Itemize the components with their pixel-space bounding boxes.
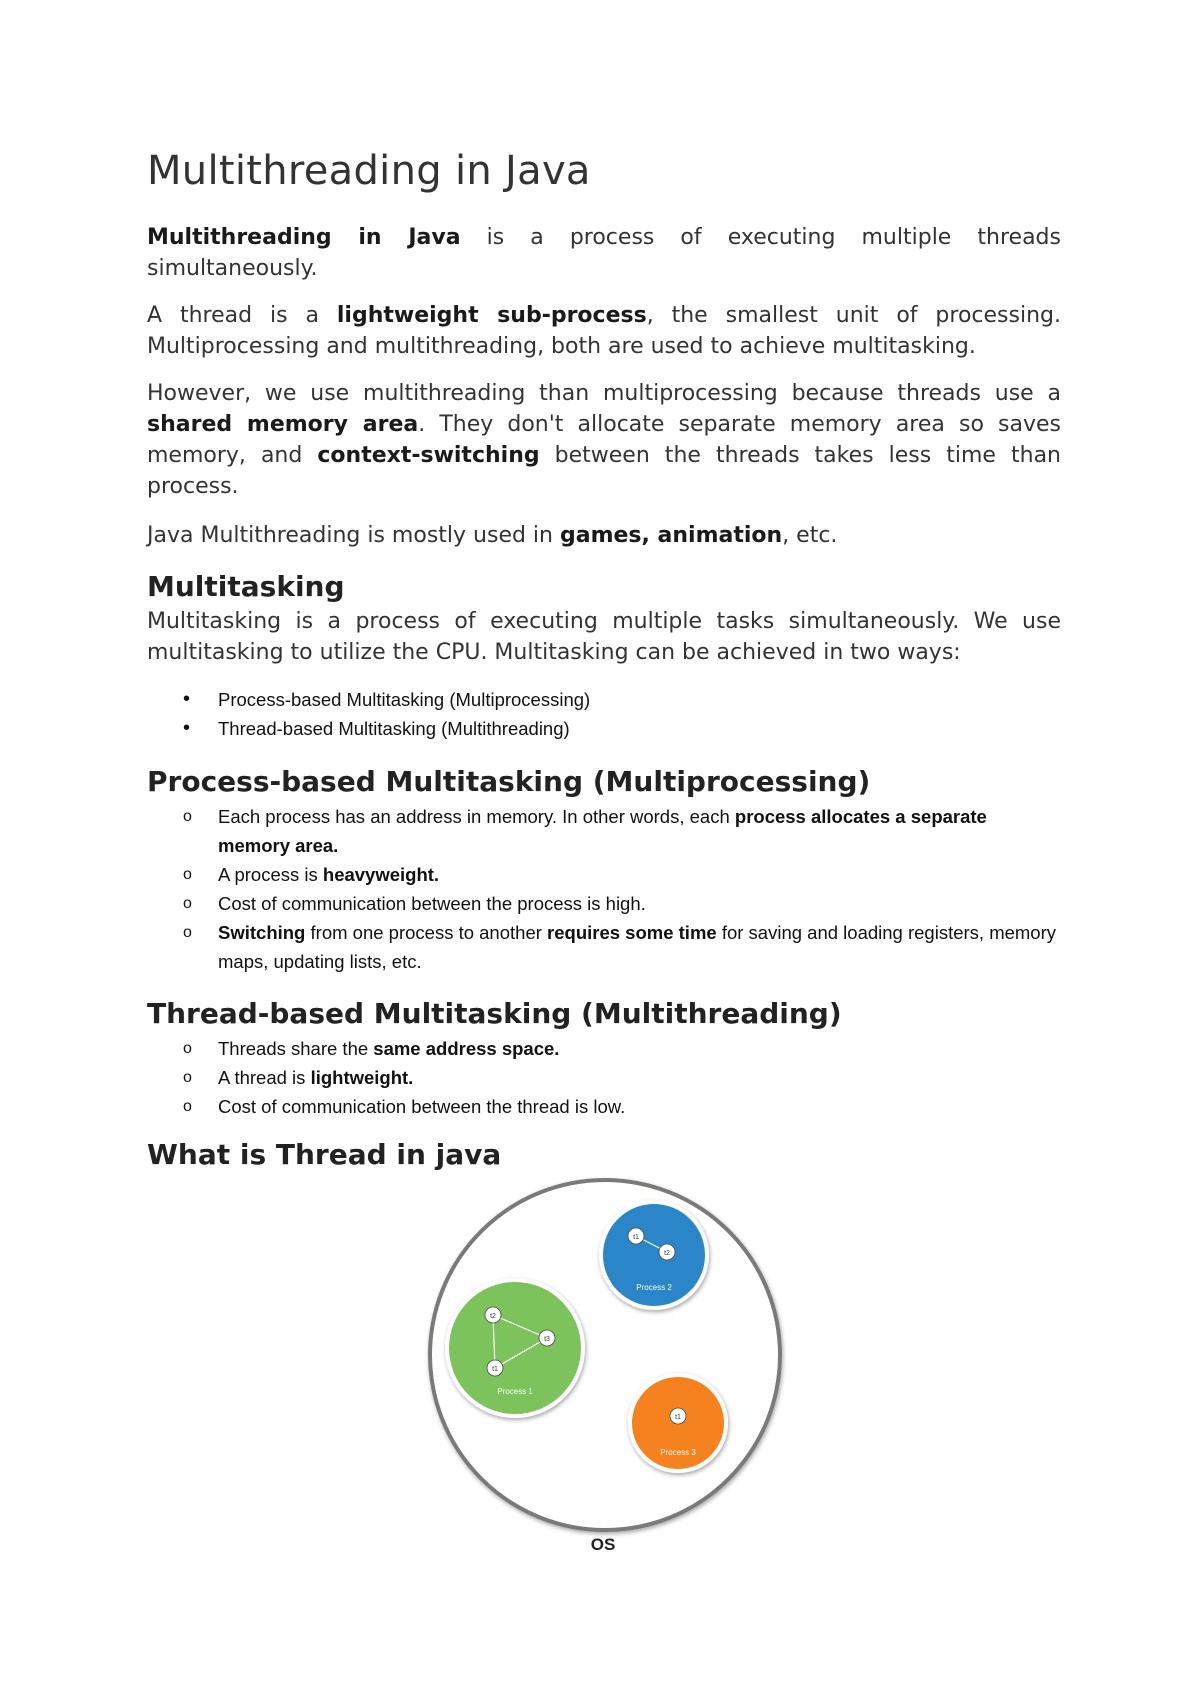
multitasking-heading: Multitasking — [147, 570, 345, 603]
circle-marker: o — [183, 1040, 192, 1057]
process-3 — [628, 1373, 728, 1473]
thread-label: t1 — [633, 1234, 639, 1241]
bold-text: lightweight. — [310, 1067, 414, 1088]
intro-paragraph-4 — [147, 520, 1061, 551]
text: , etc. — [782, 523, 838, 548]
intro-paragraph-3 — [147, 378, 1061, 502]
thread-label: t2 — [490, 1313, 496, 1320]
thread-label: t1 — [675, 1414, 681, 1421]
bold-text: same address space. — [373, 1038, 560, 1059]
bold-text: requires some time — [547, 922, 717, 943]
bold-text: shared memory area — [147, 412, 419, 437]
thread-label: t2 — [664, 1250, 670, 1257]
text: Threads share the — [218, 1038, 374, 1059]
process-label: Process 1 — [497, 1387, 533, 1396]
process-1 — [445, 1278, 585, 1418]
text: for saving and loading registers, memory maps, updating lists, etc. — [218, 922, 1057, 972]
thread-label: t1 — [492, 1366, 498, 1373]
list-item — [147, 1092, 1061, 1121]
list-item — [147, 802, 1061, 860]
text: However, we use multithreading than multiprocessing because threads use a — [147, 381, 1061, 406]
circle-marker: o — [183, 1069, 192, 1086]
list-item-text: Process-based Multitasking (Multiprocessing) — [218, 689, 591, 710]
text: . They don't allocate separate memory area so saves memory, and — [147, 412, 1061, 468]
bold-text: heavyweight. — [322, 864, 440, 885]
circle-marker: o — [183, 1098, 192, 1115]
circle-marker: o — [183, 866, 192, 883]
text: Each process has an address in memory. In other words, each — [218, 806, 735, 827]
intro-paragraph-1 — [147, 222, 1061, 284]
thread-label: t3 — [544, 1336, 550, 1343]
process-based-heading: Process-based Multitasking (Multiprocessing) — [147, 765, 871, 798]
text: A process is — [218, 864, 323, 885]
process-label: Process 2 — [636, 1283, 672, 1292]
text: A thread is a — [147, 303, 337, 328]
page-title: Multithreading in Java — [147, 148, 591, 194]
os-label: OS — [590, 1535, 616, 1554]
process-based-list — [147, 802, 1061, 976]
list-item — [147, 714, 1061, 743]
list-item — [147, 685, 1061, 714]
multitasking-paragraph: Multitasking is a process of executing multiple tasks simultaneously. We use multitasking to utilize the CPU. Multitasking can be achieved in two ways: — [147, 609, 1061, 665]
bold-text: Multithreading in Java — [147, 225, 461, 250]
what-is-thread-heading: What is Thread in java — [147, 1138, 502, 1171]
process-label: Process 3 — [660, 1448, 696, 1457]
circle-marker: o — [183, 895, 192, 912]
bold-text: process allocates a separate memory area. — [218, 806, 987, 856]
text: , the smallest unit of processing. Multiprocessing and multithreading, both are used to achieve multitasking. — [147, 303, 1061, 359]
bullet-marker: • — [183, 688, 191, 710]
bullet-marker: • — [183, 717, 191, 739]
text: A thread is — [218, 1067, 311, 1088]
circle-marker: o — [183, 924, 192, 941]
list-item — [147, 860, 1061, 889]
process-2 — [599, 1200, 709, 1310]
bold-text: context-switching — [317, 443, 540, 468]
text: Cost of communication between the process is high. — [218, 893, 646, 914]
thread-based-heading: Thread-based Multitasking (Multithreading) — [147, 997, 842, 1030]
bold-text: games, animation — [559, 523, 783, 548]
list-item — [147, 889, 1061, 918]
list-item-text: Thread-based Multitasking (Multithreading) — [218, 718, 570, 739]
text: between the threads takes less time than process. — [147, 443, 1061, 499]
list-item — [147, 1063, 1061, 1092]
bold-text: Switching — [218, 922, 306, 943]
thread-based-list — [147, 1034, 1061, 1121]
text: from one process to another — [305, 922, 548, 943]
text: Java Multithreading is mostly used in — [147, 523, 560, 548]
list-item — [147, 1034, 1061, 1063]
circle-marker: o — [183, 808, 192, 825]
list-item — [147, 918, 1061, 976]
multitasking-list — [147, 685, 1061, 743]
os-process-diagram — [420, 1170, 790, 1560]
text: Cost of communication between the thread is low. — [218, 1096, 626, 1117]
text: is a process of executing multiple threads simultaneously. — [147, 225, 1061, 281]
bold-text: lightweight sub-process — [336, 303, 647, 328]
intro-paragraph-2 — [147, 300, 1061, 362]
